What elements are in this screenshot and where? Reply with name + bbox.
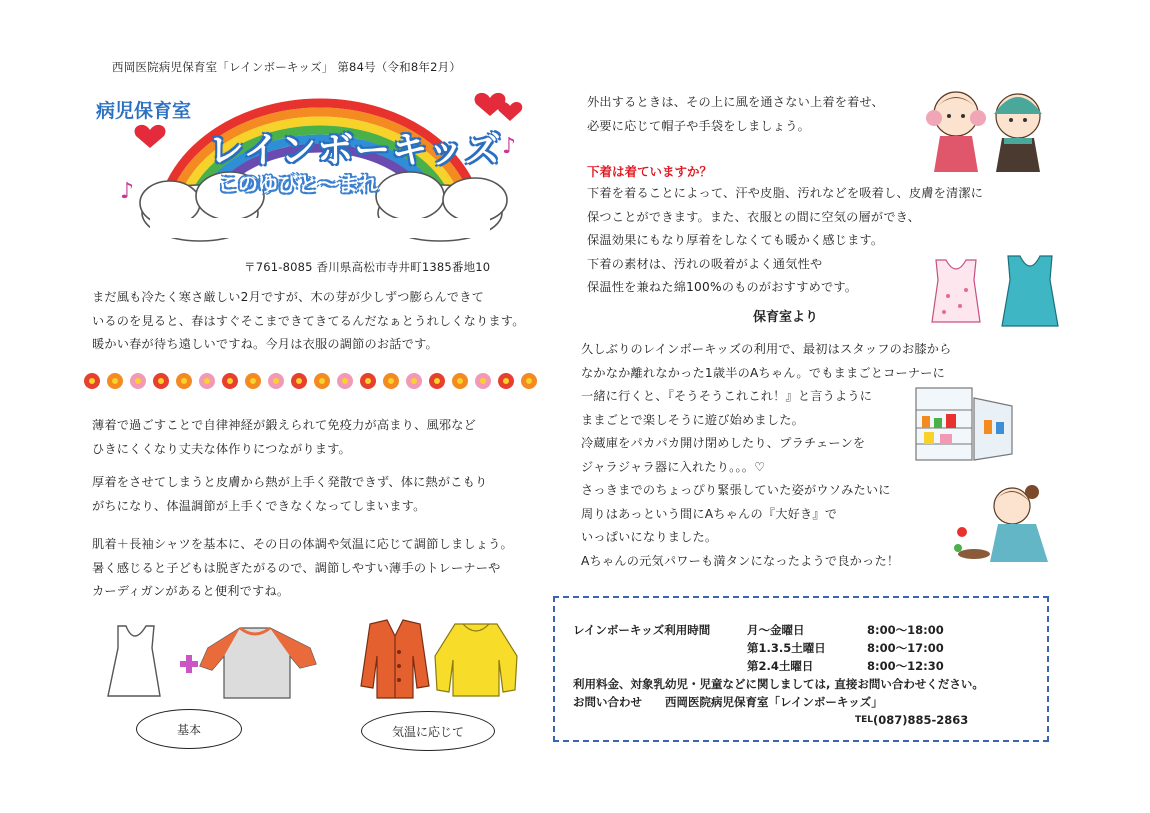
hours-day: 第1.3.5土曜日 <box>747 641 826 655</box>
text-line: 一緒に行くと、『そうそうこれこれ！』と言うように <box>581 389 873 403</box>
warm-clothes-illustration <box>355 616 525 702</box>
newsletter-header: 西岡医院病児保育室「レインボーキッズ」 第84号（令和8年2月） <box>112 60 462 74</box>
fee-note: 利用料金、対象乳幼児・児童などに関しましては, 直接お問い合わせください。 <box>573 677 984 691</box>
boy-beanie-icon <box>994 94 1042 172</box>
floral-undershirt-icon <box>932 260 980 322</box>
children-in-winter-illustration <box>918 80 1056 176</box>
text-line: 厚着をさせてしまうと皮膚から熱が上手く発散できず、体に熱がこもり <box>92 475 488 489</box>
blue-undershirt-icon <box>1002 256 1058 326</box>
flower-icon <box>84 373 537 389</box>
text-line: 周りはあっという間にAちゃんの『大好き』で <box>581 506 838 521</box>
banner-main-title: レインボーキッズ <box>208 130 502 171</box>
text-line: 久しぶりのレインボーキッズの利用で、最初はスタッフのお膝から <box>581 342 952 356</box>
hours-time: 8:00～12:30 <box>867 659 944 673</box>
girl-earmuffs-icon <box>926 92 986 172</box>
text-line: 肌着＋長袖シャツを基本に、その日の体調や気温に応じて調節しましょう。 <box>92 537 513 551</box>
hours-time: 8:00～18:00 <box>867 623 944 637</box>
underwear-heading: 下着は着ていますか？ <box>587 164 713 179</box>
nursery-paragraph <box>581 338 952 573</box>
text-line: がちになり、体温調節が上手くできなくなってしまいます。 <box>92 498 426 513</box>
text-line: 下着を着ることによって、汗や皮脂、汚れなどを吸着し、皮膚を清潔に <box>587 186 984 200</box>
paragraph-layering <box>92 533 513 604</box>
text-line: 保温性を兼ねた綿100%のものがおすすめです。 <box>587 280 858 294</box>
cardigan-icon <box>361 620 429 698</box>
basic-clothes-illustration <box>100 618 330 703</box>
temperature-label: 気温に応じて <box>361 711 495 751</box>
banner-subtitle: このゆびと～まれ <box>218 172 378 196</box>
text-line: 下着の素材は、汚れの吸着がよく通気性や <box>587 256 823 271</box>
svg-text:♪: ♪ <box>120 179 135 204</box>
paragraph-thin-clothes <box>92 414 476 461</box>
nursery-heading: 保育室より <box>753 310 819 325</box>
refrigerator-illustration <box>912 384 1018 464</box>
tel-number: (087)885-2863 <box>873 713 969 727</box>
girl-playing-illustration <box>950 478 1058 568</box>
info-box <box>553 596 1049 742</box>
text-line: いるのを見ると、春はすぐそこまできてきてるんだなぁとうれしくなります。 <box>92 313 525 328</box>
text-line: まだ風も冷たく寒さ厳しい2月ですが、木の芽が少しずつ膨らんできて <box>92 290 484 304</box>
text-line: 薄着で過ごすことで自律神経が鍛えられて免疫力が高まり、風邪など <box>92 418 477 432</box>
basic-label: 基本 <box>136 709 242 749</box>
text-line: 保つことができます。また、衣服との間に空気の層ができ、 <box>587 209 920 224</box>
text-line: 冷蔵庫をパカパカ開け閉めしたり、プラチェーンを <box>581 436 866 450</box>
contact-name: 西岡医院病児保育室「レインボーキッズ」 <box>665 695 883 709</box>
refrigerator-icon <box>916 388 1012 460</box>
text-line: Aちゃんの元気パワーも満タンになったようで良かった！ <box>581 553 900 568</box>
banner-small-title: 病児保育室 <box>96 100 192 122</box>
text-line: ひきにくくなり丈夫な体作りにつながります。 <box>92 441 351 456</box>
text-line: ジャラジャラ器に入れたり。。。♡ <box>581 459 766 474</box>
plus-icon <box>180 655 198 673</box>
sweater-icon <box>435 624 517 696</box>
flower-divider <box>82 368 538 394</box>
rainbow-banner <box>90 88 540 248</box>
hours-time: 8:00～17:00 <box>867 641 944 655</box>
contact-label: お問い合わせ <box>573 695 642 709</box>
text-line: 必要に応じて帽子や手袋をしましょう。 <box>587 118 810 133</box>
hours-day: 月～金曜日 <box>747 623 805 637</box>
tank-top-icon <box>108 626 160 696</box>
intro-paragraph <box>92 286 525 357</box>
text-line: 外出するときは、その上に風を通さない上着を着せ、 <box>587 95 884 109</box>
text-line: ままごとで楽しそうに遊び始めました。 <box>581 412 804 427</box>
text-line: 暑く感じると子どもは脱ぎたがるので、調節しやすい薄手のトレーナーや <box>92 560 501 575</box>
long-sleeve-shirt-icon <box>200 628 316 698</box>
hours-day: 第2.4土曜日 <box>747 659 814 673</box>
undershirts-illustration <box>926 250 1062 330</box>
text-line: さっきまでのちょっぴり緊張していた姿がウソみたいに <box>581 483 891 497</box>
outdoor-paragraph <box>587 91 884 138</box>
tel-label: TEL <box>855 715 874 725</box>
text-line: 保温効果にもなり厚着をしなくても暖かく感じます。 <box>587 233 884 247</box>
text-line: カーディガンがあると便利ですね。 <box>92 584 290 598</box>
underwear-paragraph <box>587 182 983 300</box>
hours-label: レインボーキッズ利用時間 <box>573 623 711 637</box>
paragraph-thick-clothes <box>92 471 487 518</box>
address: 〒761-8085 香川県高松市寺井町1385番地10 <box>244 260 491 274</box>
text-line: いっぱいになりました。 <box>581 530 718 544</box>
girl-playing-icon <box>954 485 1048 562</box>
svg-text:♪: ♪ <box>502 134 517 159</box>
text-line: なかなか離れなかった1歳半のAちゃん。でもままごとコーナーに <box>581 365 946 380</box>
text-line: 暖かい春が待ち遠しいですね。今月は衣服の調節のお話です。 <box>92 337 438 351</box>
